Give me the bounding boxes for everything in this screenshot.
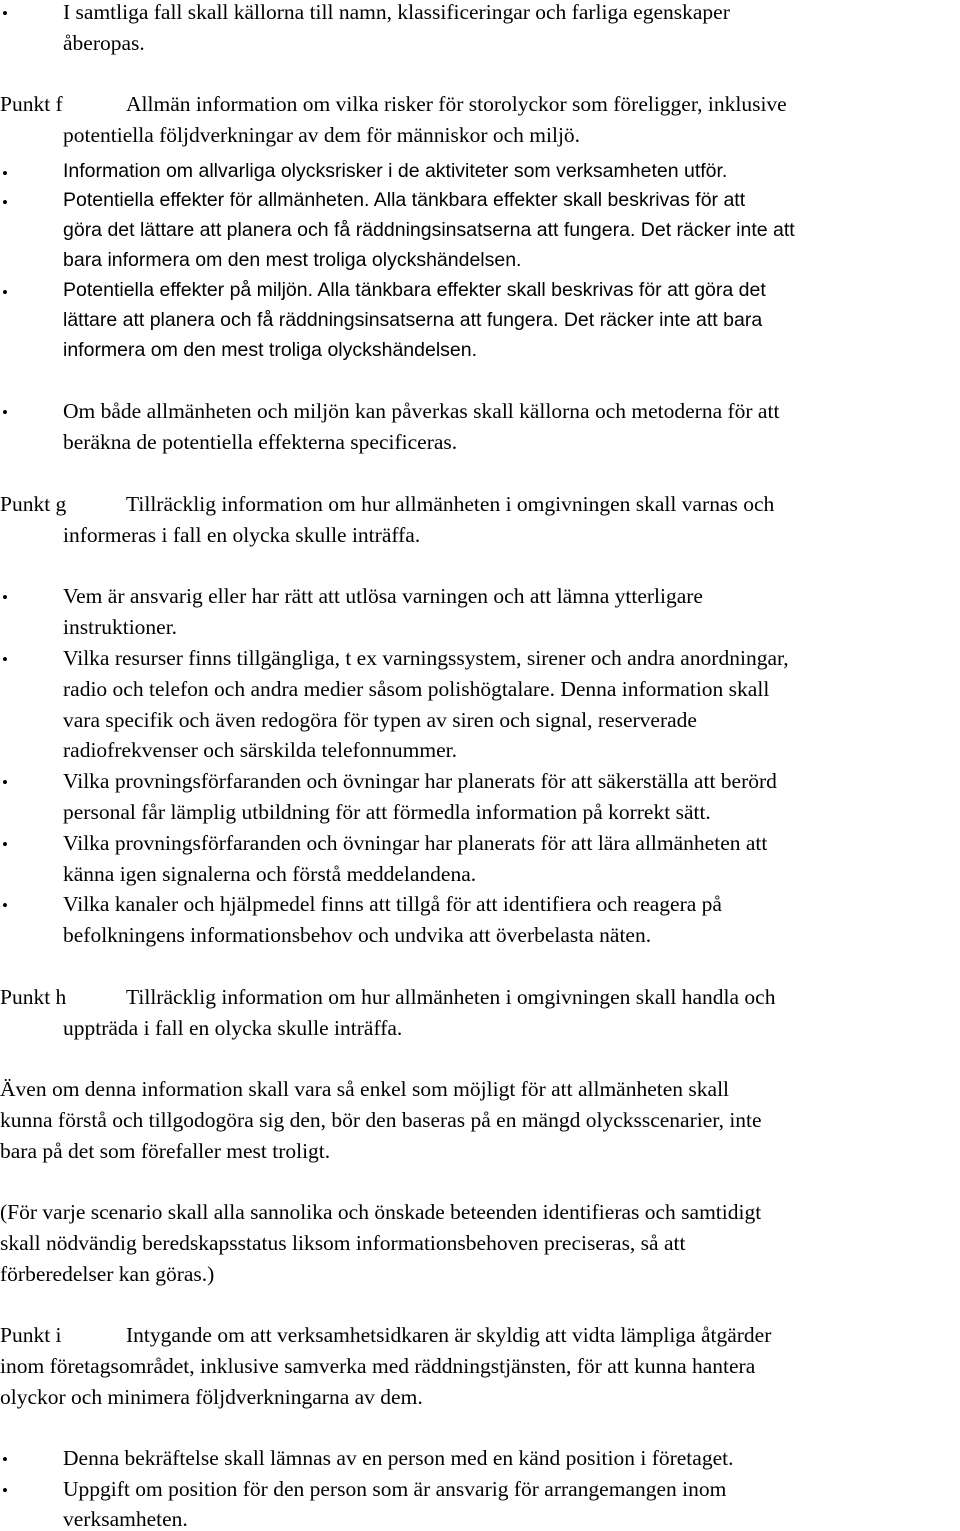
section-heading-continuation: olyckor och minimera följdverkningarna av dem.: [0, 1385, 423, 1409]
section-heading-punkt-i: Intygande om att verksamhetsidkaren är skyldig att vidta lämpliga åtgärder: [126, 1323, 772, 1347]
bullet-icon: •: [2, 650, 8, 669]
section-label-punkt-f: Punkt f: [0, 92, 63, 116]
list-item-line: instruktioner.: [63, 615, 178, 639]
paragraph-line: skall nödvändig beredskapsstatus liksom informationsbehoven preciseras, så att: [0, 1231, 686, 1255]
list-item-line: Vilka provningsförfaranden och övningar har planerats för att lära allmänheten att: [63, 831, 768, 855]
list-item-line: lättare att planera och få räddningsinsatserna att fungera. Det räcker inte att bara: [63, 309, 763, 331]
list-item-line: Om både allmänheten och miljön kan påverkas skall källorna och metoderna för att: [63, 399, 780, 423]
list-item-line: Denna bekräftelse skall lämnas av en person med en känd position i företaget.: [63, 1446, 734, 1470]
text-line: I samtliga fall skall källorna till namn, klassificeringar och farliga egenskaper: [63, 0, 730, 24]
list-item-line: känna igen signalerna och förstå meddelandena.: [63, 862, 477, 886]
list-item-line: Vilka kanaler och hjälpmedel finns att tillgå för att identifiera och reagera på: [63, 892, 722, 916]
section-heading-continuation: potentiella följdverkningar av dem för människor och miljö.: [63, 123, 581, 147]
bullet-icon: •: [2, 835, 8, 854]
list-item-line: Uppgift om position för den person som är ansvarig för arrangemangen inom: [63, 1477, 727, 1501]
list-item-line: göra det lättare att planera och få räddningsinsatserna att fungera. Det räcker inte att: [63, 219, 795, 241]
bullet-icon: •: [2, 164, 8, 183]
bullet-icon: •: [2, 896, 8, 915]
bullet-icon: •: [2, 1450, 8, 1469]
paragraph-line: (För varje scenario skall alla sannolika och önskade beteenden identifieras och samtidigt: [0, 1200, 762, 1224]
paragraph-line: kunna förstå och tillgodogöra sig den, bör den baseras på en mängd olycksscenarier, inte: [0, 1108, 762, 1132]
list-item-line: vara specifik och även redogöra för typen av siren och signal, reserverade: [63, 708, 697, 732]
list-item-line: befolkningens informationsbehov och undvika att överbelasta näten.: [63, 923, 652, 947]
list-item-line: Potentiella effekter på miljön. Alla tänkbara effekter skall beskrivas för att göra det: [63, 279, 766, 301]
bullet-icon: •: [2, 588, 8, 607]
bullet-icon: •: [2, 193, 8, 212]
paragraph-line: Även om denna information skall vara så enkel som möjligt för att allmänheten skall: [0, 1077, 730, 1101]
list-item-line: radiofrekvenser och särskilda telefonnummer.: [63, 738, 458, 762]
section-label-punkt-g: Punkt g: [0, 492, 67, 516]
list-item-line: verksamheten.: [63, 1507, 188, 1531]
bullet-icon: •: [2, 403, 8, 422]
list-item-line: personal får lämplig utbildning för att förmedla information på korrekt sätt.: [63, 800, 711, 824]
section-label-punkt-h: Punkt h: [0, 985, 67, 1009]
section-heading-punkt-h: Tillräcklig information om hur allmänheten i omgivningen skall handla och: [126, 985, 776, 1009]
list-item-line: informera om den mest troliga olyckshändelsen.: [63, 339, 478, 361]
bullet-icon: •: [2, 283, 8, 302]
list-item-line: Potentiella effekter för allmänheten. Alla tänkbara effekter skall beskrivas för att: [63, 189, 746, 211]
section-heading-continuation: inom företagsområdet, inklusive samverka med räddningstjänsten, för att kunna hantera: [0, 1354, 756, 1378]
section-label-punkt-i: Punkt i: [0, 1323, 62, 1347]
bullet-icon: •: [2, 773, 8, 792]
section-heading-continuation: uppträda i fall en olycka skulle inträffa.: [63, 1016, 403, 1040]
section-heading-punkt-f: Allmän information om vilka risker för storolyckor som föreligger, inklusive: [126, 92, 787, 116]
section-heading-punkt-g: Tillräcklig information om hur allmänheten i omgivningen skall varnas och: [126, 492, 775, 516]
list-item-line: beräkna de potentiella effekterna specificeras.: [63, 430, 458, 454]
paragraph-line: bara på det som förefaller mest troligt.: [0, 1139, 331, 1163]
list-item-line: Vilka resurser finns tillgängliga, t ex varningssystem, sirener och andra anordningar,: [63, 646, 789, 670]
bullet-icon: •: [2, 4, 8, 23]
list-item-line: Vilka provningsförfaranden och övningar har planerats för att säkerställa att berörd: [63, 769, 777, 793]
list-item-line: Information om allvarliga olycksrisker i de aktiviteter som verksamheten utför.: [63, 160, 728, 182]
bullet-icon: •: [2, 1481, 8, 1500]
list-item-line: bara informera om den mest troliga olyckshändelsen.: [63, 249, 522, 271]
text-line: åberopas.: [63, 31, 145, 55]
list-item-line: radio och telefon och andra medier såsom polishögtalare. Denna information skall: [63, 677, 770, 701]
section-heading-continuation: informeras i fall en olycka skulle inträffa.: [63, 523, 421, 547]
list-item-line: Vem är ansvarig eller har rätt att utlösa varningen och att lämna ytterligare: [63, 584, 703, 608]
paragraph-line: förberedelser kan göras.): [0, 1262, 215, 1286]
